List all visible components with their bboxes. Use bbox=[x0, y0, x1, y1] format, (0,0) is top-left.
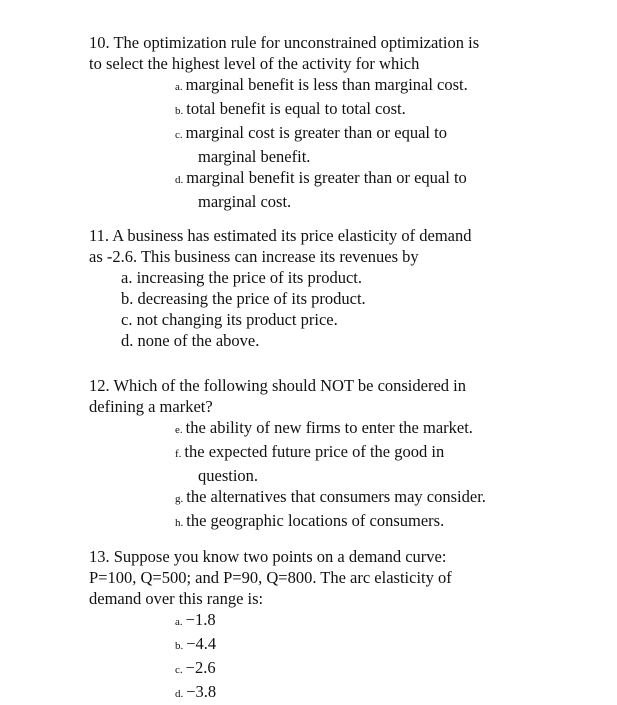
option-c bbox=[121, 309, 539, 330]
question-11-stem bbox=[89, 225, 539, 267]
stem-line: as -2.6. This business can increase its revenues by bbox=[89, 247, 419, 266]
option-a bbox=[175, 609, 539, 633]
option-c-continuation bbox=[198, 146, 539, 167]
option-b bbox=[121, 288, 539, 309]
option-b bbox=[175, 633, 539, 657]
option-a bbox=[121, 267, 539, 288]
question-13 bbox=[89, 546, 539, 705]
option-c bbox=[175, 122, 539, 146]
option-text: decreasing the price of its product. bbox=[137, 289, 366, 308]
option-letter: b. bbox=[175, 640, 184, 652]
option-d bbox=[175, 681, 539, 705]
option-letter: c. bbox=[175, 664, 183, 676]
stem-line: defining a market? bbox=[89, 397, 213, 416]
option-text: total benefit is equal to total cost. bbox=[186, 99, 406, 118]
option-letter: b. bbox=[121, 289, 134, 308]
option-text: not changing its product price. bbox=[136, 310, 338, 329]
stem-line: 13. Suppose you know two points on a demand curve: bbox=[89, 547, 447, 566]
option-text: −2.6 bbox=[185, 658, 216, 677]
option-letter: a. bbox=[175, 616, 183, 628]
question-11 bbox=[89, 225, 539, 351]
option-text: the alternatives that consumers may consider. bbox=[186, 487, 486, 506]
stem-line: to select the highest level of the activity for which bbox=[89, 54, 420, 73]
stem-line: 12. Which of the following should NOT be considered in bbox=[89, 376, 466, 395]
option-f-continuation bbox=[198, 465, 539, 486]
question-13-stem bbox=[89, 546, 539, 609]
option-a bbox=[175, 74, 539, 98]
option-letter: g. bbox=[175, 493, 184, 505]
option-d bbox=[121, 330, 539, 351]
option-text: marginal benefit. bbox=[198, 147, 311, 166]
option-f bbox=[175, 441, 539, 465]
question-12 bbox=[89, 375, 539, 534]
option-text: increasing the price of its product. bbox=[136, 268, 363, 287]
option-g bbox=[175, 486, 539, 510]
option-letter: c. bbox=[175, 129, 183, 141]
question-10 bbox=[89, 32, 539, 212]
option-text: the ability of new firms to enter the market. bbox=[185, 418, 473, 437]
option-text: marginal cost is greater than or equal to bbox=[185, 123, 447, 142]
option-text: none of the above. bbox=[137, 331, 260, 350]
option-letter: f. bbox=[175, 448, 182, 460]
option-text: marginal benefit is greater than or equal to bbox=[186, 168, 467, 187]
stem-line: P=100, Q=500; and P=90, Q=800. The arc elasticity of bbox=[89, 568, 452, 587]
option-c bbox=[175, 657, 539, 681]
stem-line: 11. A business has estimated its price elasticity of demand bbox=[89, 226, 472, 245]
option-letter: a. bbox=[175, 81, 183, 93]
option-letter: h. bbox=[175, 517, 184, 529]
option-text: the geographic locations of consumers. bbox=[186, 511, 445, 530]
option-d-continuation bbox=[198, 191, 539, 212]
stem-line: demand over this range is: bbox=[89, 589, 264, 608]
option-b bbox=[175, 98, 539, 122]
option-text: −1.8 bbox=[185, 610, 216, 629]
option-letter: b. bbox=[175, 105, 184, 117]
option-text: question. bbox=[198, 466, 259, 485]
stem-line: 10. The optimization rule for unconstrained optimization is bbox=[89, 33, 480, 52]
option-letter: c. bbox=[121, 310, 133, 329]
option-h bbox=[175, 510, 539, 534]
option-letter: a. bbox=[121, 268, 133, 287]
option-text: the expected future price of the good in bbox=[184, 442, 445, 461]
option-text: −3.8 bbox=[186, 682, 217, 701]
option-text: marginal cost. bbox=[198, 192, 292, 211]
option-letter: d. bbox=[121, 331, 134, 350]
option-text: marginal benefit is less than marginal cost. bbox=[185, 75, 468, 94]
option-letter: e. bbox=[175, 424, 183, 436]
option-d bbox=[175, 167, 539, 191]
option-letter: d. bbox=[175, 174, 184, 186]
question-12-stem bbox=[89, 375, 539, 417]
option-letter: d. bbox=[175, 688, 184, 700]
option-e bbox=[175, 417, 539, 441]
option-text: −4.4 bbox=[186, 634, 217, 653]
question-10-stem bbox=[89, 32, 539, 74]
